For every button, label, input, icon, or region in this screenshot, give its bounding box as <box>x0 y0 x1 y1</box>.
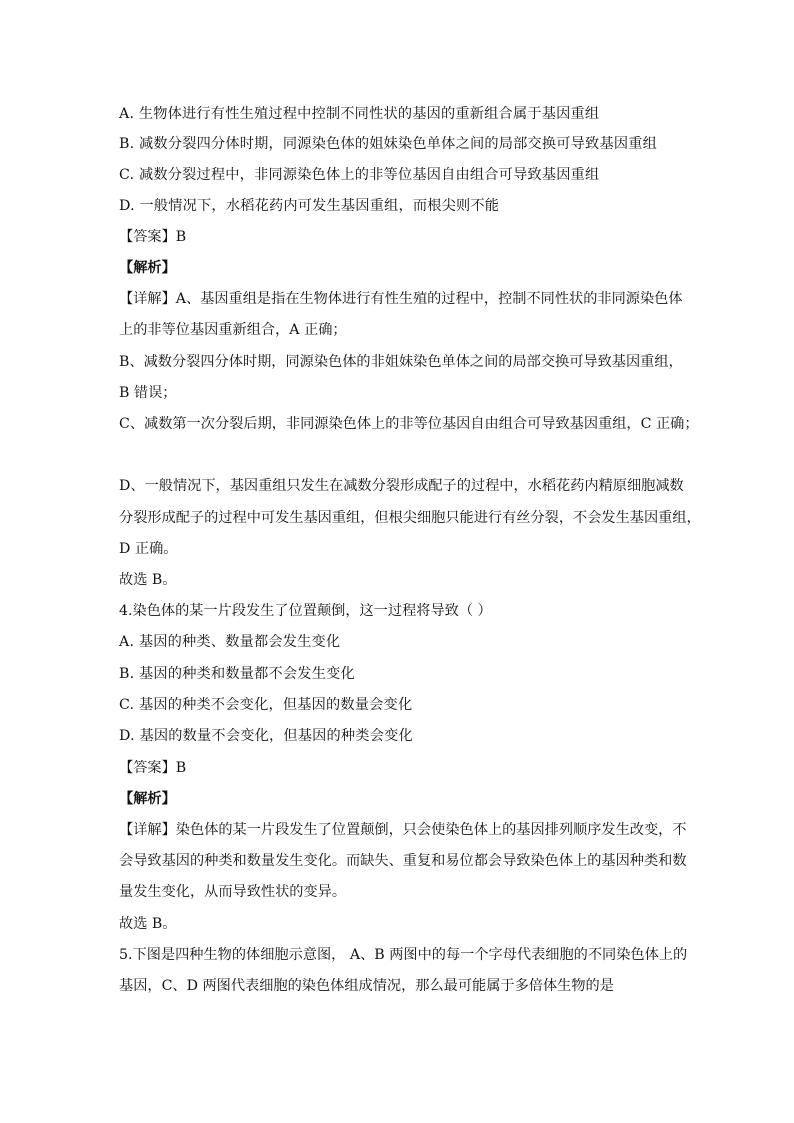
q3-detail-line: B、减数分裂四分体时期，同源染色体的非姐妹染色单体之间的局部交换可导致基因重组， <box>119 354 683 370</box>
q3-option-b: B. 减数分裂四分体时期，同源染色体的姐妹染色单体之间的局部交换可导致基因重组 <box>119 136 657 152</box>
q3-conclusion: 故选 B。 <box>119 572 177 588</box>
q3-answer: 【答案】B <box>119 229 187 245</box>
q3-detail-line: 分裂形成配子的过程中可发生基因重组，但根尖细胞只能进行有丝分裂，不会发生基因重组， <box>119 510 701 526</box>
q4-analysis-heading: 【解析】 <box>119 791 176 807</box>
q3-analysis-heading: 【解析】 <box>119 260 176 276</box>
q3-detail-line: B 错误； <box>119 385 177 401</box>
q3-detail-line: 上的非等位基因重新组合，A 正确； <box>119 322 347 338</box>
q3-option-d: D. 一般情况下，水稻花药内可发生基因重组，而根尖则不能 <box>119 198 500 214</box>
q4-stem: 4.染色体的某一片段发生了位置颠倒，这一过程将导致（ ） <box>119 603 492 619</box>
q3-detail-line: D 正确。 <box>119 541 178 557</box>
q4-detail-line: 会导致基因的种类和数量发生变化。而缺失、重复和易位都会导致染色体上的基因种类和数 <box>119 853 687 869</box>
q4-answer: 【答案】B <box>119 760 187 776</box>
q3-detail-line: 【详解】A、基因重组是指在生物体进行有性生殖的过程中，控制不同性状的非同源染色体 <box>119 291 683 307</box>
q4-option-d: D. 基因的数量不会变化，但基因的种类会变化 <box>119 728 413 744</box>
q4-option-c: C. 基因的种类不会变化，但基因的数量会变化 <box>119 697 413 713</box>
q3-detail-line: D、一般情况下，基因重组只发生在减数分裂形成配子的过程中，水稻花药内精原细胞减数 <box>119 478 684 494</box>
q4-conclusion: 故选 B。 <box>119 916 177 932</box>
q5-stem-line: 5.下图是四种生物的体细胞示意图， A、B 两图中的每一个字母代表细胞的不同染色体上的 <box>119 947 688 963</box>
q3-option-a: A. 生物体进行有性生殖过程中控制不同性状的基因的重新组合属于基因重组 <box>119 106 600 122</box>
q4-detail-line: 量发生变化，从而导致性状的变异。 <box>119 884 347 900</box>
q4-detail-line: 【详解】染色体的某一片段发生了位置颠倒，只会使染色体上的基因排列顺序发生改变，不 <box>119 822 687 838</box>
q5-stem-line: 基因，C、D 两图代表细胞的染色体组成情况，那么最可能属于多倍体生物的是 <box>119 978 614 994</box>
q4-option-b: B. 基因的种类和数量都不会发生变化 <box>119 666 355 682</box>
q3-option-c: C. 减数分裂过程中，非同源染色体上的非等位基因自由组合可导致基因重组 <box>119 167 600 183</box>
q3-detail-line: C、减数第一次分裂后期，非同源染色体上的非等位基因自由组合可导致基因重组，C 正确； <box>119 416 699 432</box>
q4-option-a: A. 基因的种类、数量都会发生变化 <box>119 634 341 650</box>
